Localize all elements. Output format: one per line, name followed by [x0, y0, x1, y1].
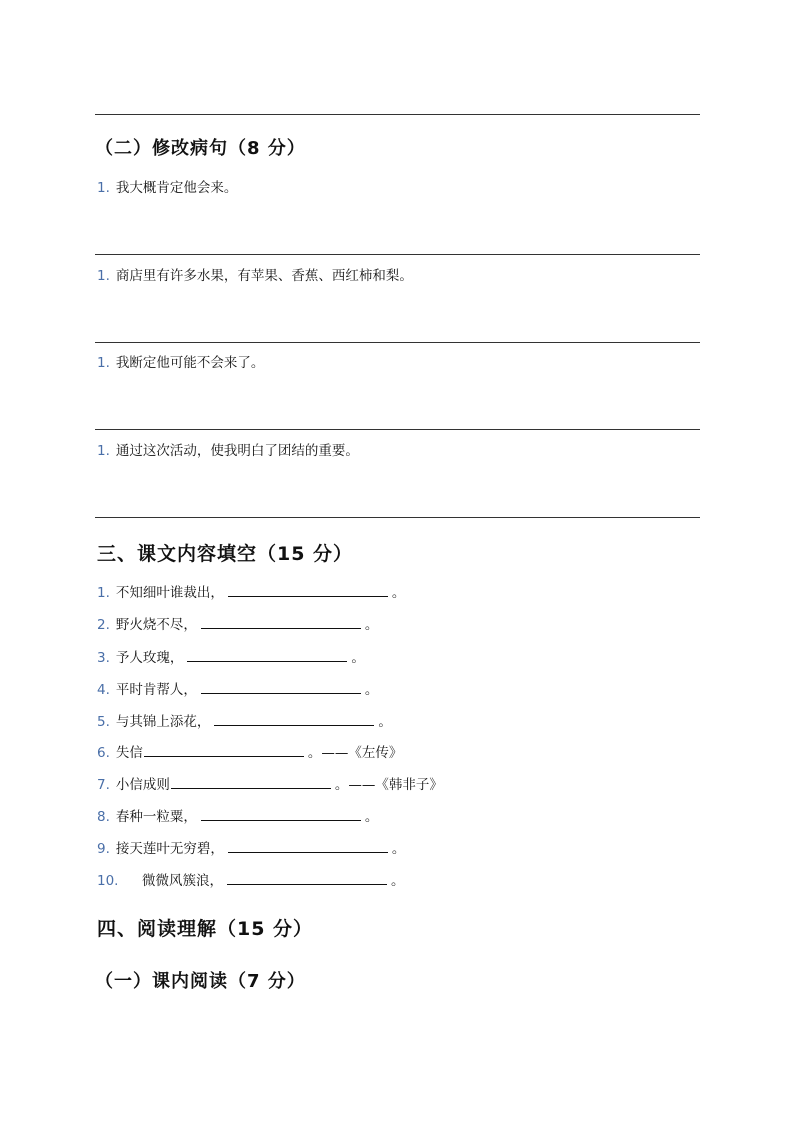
item-prefix: 接天莲叶无穷碧，	[115, 841, 224, 857]
item-suffix: 。	[364, 682, 379, 698]
subsection-heading-in-class-reading: （一）课内阅读（7 分）	[95, 971, 306, 992]
item-number: 6.	[97, 745, 110, 761]
item-prefix: 小信成则	[115, 777, 170, 793]
item-suffix: 。	[364, 809, 379, 825]
answer-line-2[interactable]	[95, 342, 700, 343]
item-suffix: 。	[391, 873, 405, 889]
fill-blank[interactable]	[171, 774, 331, 789]
answer-line-1[interactable]	[95, 254, 700, 255]
item-number: 2.	[97, 617, 110, 633]
item-suffix: 。	[391, 841, 406, 857]
fill-item-9	[97, 837, 405, 857]
item-prefix: 不知细叶谁裁出，	[115, 585, 224, 601]
item-prefix: 予人玫瑰，	[115, 650, 184, 666]
fill-item-4	[97, 678, 378, 698]
section-heading-sentence-correction: （二）修改病句（8 分）	[95, 138, 306, 159]
item-number: 1.	[97, 268, 110, 284]
fill-item-10	[97, 869, 405, 889]
item-suffix: 。	[378, 714, 392, 730]
fill-blank[interactable]	[201, 806, 361, 821]
fill-blank[interactable]	[144, 742, 304, 757]
item-text: 商店里有许多水果，有苹果、香蕉、西红柿和梨。	[115, 268, 413, 284]
item-number: 1.	[97, 355, 110, 371]
fill-item-3	[97, 646, 365, 666]
fill-blank[interactable]	[201, 614, 361, 629]
correction-item-4	[97, 439, 359, 459]
item-number: 10.	[97, 873, 119, 889]
item-suffix: 。——《韩非子》	[334, 777, 443, 793]
fill-blank[interactable]	[228, 838, 388, 853]
item-prefix: 微微风簇浪，	[142, 873, 223, 889]
item-prefix: 平时肯帮人，	[115, 682, 197, 698]
answer-line-4[interactable]	[95, 517, 700, 518]
item-number: 1.	[97, 180, 110, 196]
item-prefix: 春种一粒粟，	[115, 809, 197, 825]
fill-blank[interactable]	[228, 582, 388, 597]
item-number: 7.	[97, 777, 110, 793]
item-text: 我大概肯定他会来。	[115, 180, 238, 196]
fill-blank[interactable]	[187, 647, 347, 662]
fill-blank[interactable]	[201, 679, 361, 694]
item-number: 9.	[97, 841, 110, 857]
item-number: 8.	[97, 809, 110, 825]
correction-item-2	[97, 264, 413, 284]
item-number: 3.	[97, 650, 110, 666]
fill-item-8	[97, 805, 378, 825]
item-prefix: 失信	[115, 745, 143, 761]
top-divider	[95, 114, 700, 115]
fill-item-6	[97, 741, 402, 761]
section-heading-fill-in: 三、课文内容填空（15 分）	[97, 543, 354, 565]
correction-item-3	[97, 351, 264, 371]
item-number: 1.	[97, 443, 110, 459]
item-suffix: 。	[364, 617, 379, 633]
fill-item-5	[97, 710, 392, 730]
fill-blank[interactable]	[227, 870, 387, 885]
item-suffix: 。——《左传》	[307, 745, 403, 761]
fill-blank[interactable]	[214, 711, 374, 726]
answer-line-3[interactable]	[95, 429, 700, 430]
item-text: 通过这次活动，使我明白了团结的重要。	[115, 443, 359, 459]
section-heading-reading: 四、阅读理解（15 分）	[97, 918, 314, 940]
fill-item-2	[97, 613, 378, 633]
fill-item-7	[97, 773, 443, 793]
item-prefix: 野火烧不尽，	[115, 617, 197, 633]
item-prefix: 与其锦上添花，	[115, 714, 211, 730]
item-number: 4.	[97, 682, 110, 698]
correction-item-1	[97, 176, 237, 196]
item-text: 我断定他可能不会来了。	[115, 355, 265, 371]
item-suffix: 。	[351, 650, 365, 666]
item-suffix: 。	[391, 585, 406, 601]
fill-item-1	[97, 581, 405, 601]
item-number: 5.	[97, 714, 110, 730]
item-number: 1.	[97, 585, 110, 601]
